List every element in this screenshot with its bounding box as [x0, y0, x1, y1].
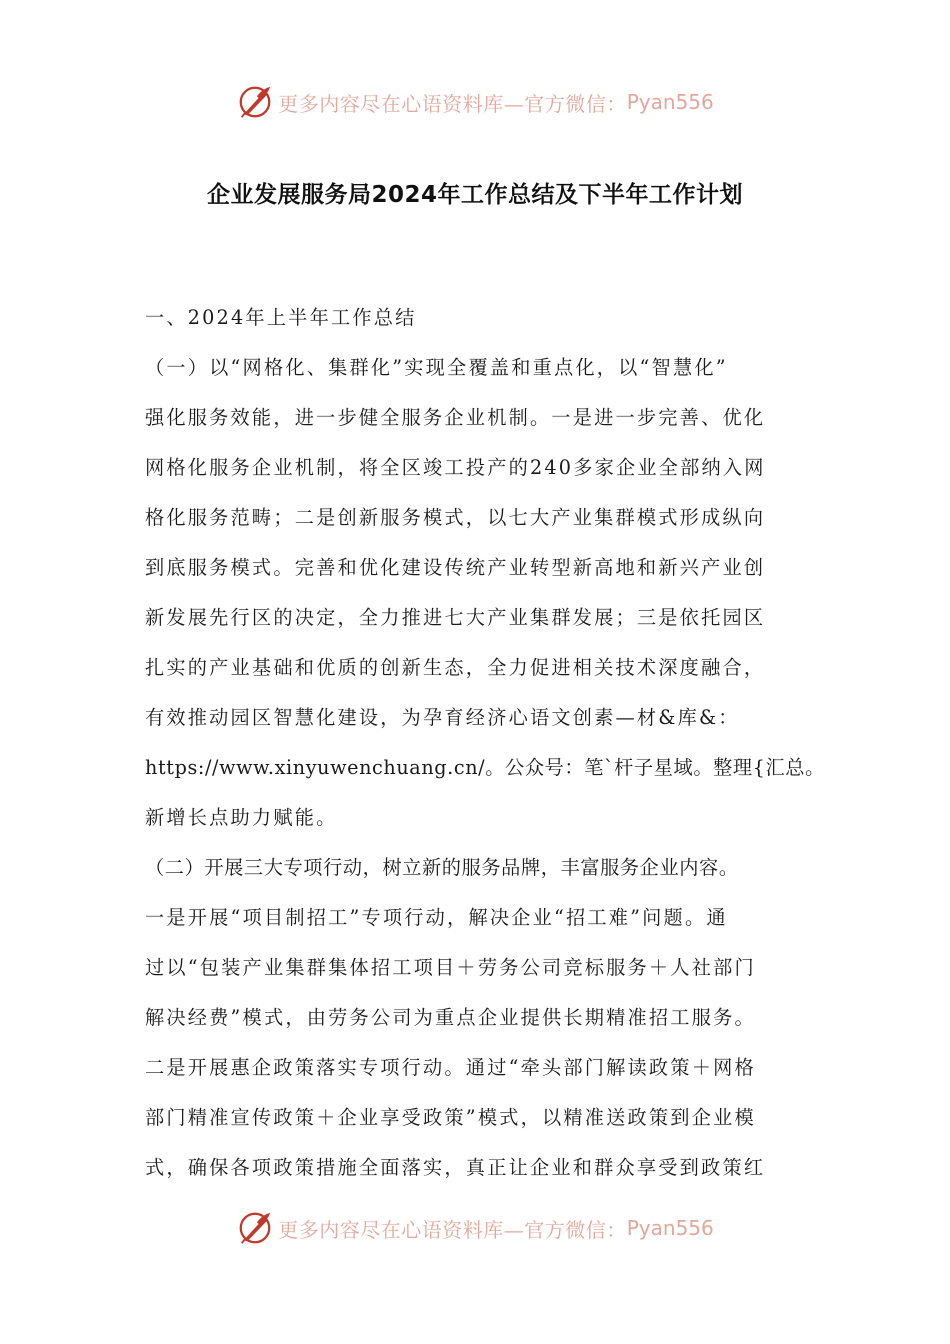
text-line: 新发展先行区的决定，全力推进七大产业集群发展；三是依托园区: [145, 606, 766, 629]
banner-wechat-id: Pyan556: [626, 1216, 714, 1240]
quill-logo-icon: [236, 83, 274, 121]
header-watermark-banner: [0, 80, 950, 124]
text-line: 部门精准宣传政策＋企业享受政策”模式，以精准送政策到企业模: [145, 1106, 756, 1129]
text-line: （一）以“网格化、集群化”实现全覆盖和重点化，以“智慧化”: [145, 356, 728, 379]
document-body: [145, 296, 825, 1196]
section-heading: 一、2024年上半年工作总结: [145, 306, 417, 329]
text-line: 强化服务效能，进一步健全服务企业机制。一是进一步完善、优化: [145, 406, 766, 429]
text-line: 有效推动园区智慧化建设，为孕育经济心语文创素—材&库&：: [145, 706, 740, 729]
text-line: 过以“包装产业集群集体招工项目＋劳务公司竞标服务＋人社部门: [145, 956, 756, 979]
footer-watermark-banner: [0, 1206, 950, 1250]
document-title: 企业发展服务局2024年工作总结及下半年工作计划: [206, 182, 743, 208]
banner-wechat-id: Pyan556: [626, 90, 714, 114]
text-line: 式，确保各项政策措施全面落实，真正让企业和群众享受到政策红: [145, 1156, 766, 1179]
text-line: 扎实的产业基础和优质的创新生态，全力促进相关技术深度融合，: [145, 656, 766, 679]
text-line: 新增长点助力赋能。: [145, 806, 338, 829]
text-line: 网格化服务企业机制，将全区竣工投产的240多家企业全部纳入网: [145, 456, 766, 479]
text-line: 二是开展惠企政策落实专项行动。通过“牵头部门解读政策＋网格: [145, 1056, 756, 1079]
text-line: 一是开展“项目制招工”专项行动，解决企业“招工难”问题。通: [145, 906, 728, 929]
text-line: 解决经费”模式，由劳务公司为重点企业提供长期精准招工服务。: [145, 1006, 756, 1029]
quill-logo-icon: [236, 1209, 274, 1247]
text-line: 到底服务模式。完善和优化建设传统产业转型新高地和新兴产业创: [145, 556, 766, 579]
banner-text: 更多内容尽在心语资料库—官方微信：: [278, 91, 627, 116]
banner-text: 更多内容尽在心语资料库—官方微信：: [278, 1217, 627, 1242]
text-line: （二）开展三大专项行动，树立新的服务品牌，丰富服务企业内容。: [145, 856, 739, 879]
text-line: 格化服务范畴；二是创新服务模式，以七大产业集群模式形成纵向: [145, 506, 766, 529]
url-text-line: https://www.xinyuwenchuang.cn/。公众号：笔`杆子星域。整理{汇总。: [145, 756, 825, 779]
